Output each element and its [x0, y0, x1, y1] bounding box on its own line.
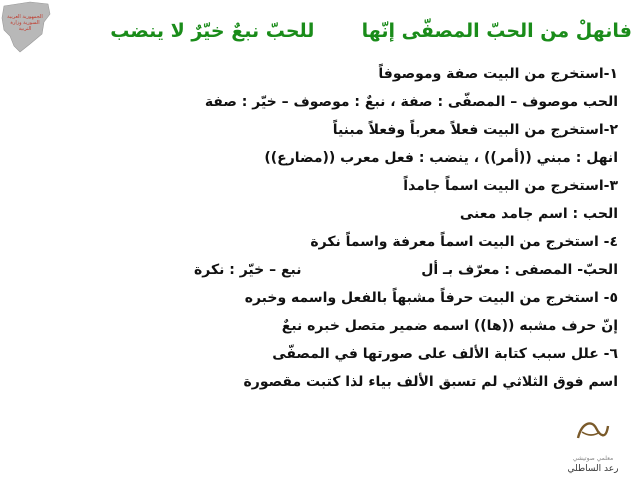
verse-second-half: للحبّ نبعٌ خيّرٌ لا ينضب	[110, 20, 315, 42]
question-line	[38, 172, 618, 200]
signature-mark-icon	[572, 418, 612, 446]
signature-name: رعد الساطلي	[567, 464, 619, 474]
line-text: إنّ حرف مشبه ((ها)) اسمه ضمير متصل خبره نبعٌ	[281, 318, 618, 334]
logo-caption: الجمهورية العربية السورية وزارة التربية	[7, 14, 43, 32]
signature-subtext: معلمي صوتيشي	[572, 455, 614, 462]
verse-first-half: فانهلْ من الحبّ المصفّى إنّها	[361, 20, 632, 42]
line-text-second: نبع – خيّر : نكرة	[193, 262, 302, 278]
line-text: ٦- علل سبب كتابة الألف على صورتها في المصفّى	[272, 346, 618, 362]
answer-line	[38, 88, 618, 116]
line-text: ١-استخرج من البيت صفة وموصوفاً	[378, 66, 618, 82]
answer-line	[38, 312, 618, 340]
question-line	[38, 228, 618, 256]
exercise-lines	[38, 60, 618, 396]
line-text: الحب موصوف – المصفّى : صفة ، نبعٌ : موصوف – خيّر : صفة	[204, 94, 618, 110]
answer-line	[38, 200, 618, 228]
poem-verse-title	[72, 20, 632, 42]
answer-line	[38, 368, 618, 396]
line-text: الحبّ- المصفى : معرّف بـ أل	[421, 262, 618, 278]
question-line	[38, 60, 618, 88]
question-line	[38, 340, 618, 368]
line-text: ٤- استخرج من البيت اسماً معرفة واسماً نكرة	[310, 234, 618, 250]
line-text: ٣-استخرج من البيت اسماً جامداً	[403, 178, 618, 194]
line-text: ٢-استخرج من البيت فعلاً معرباً وفعلاً مبنياً	[332, 122, 618, 138]
author-signature	[554, 418, 632, 474]
line-text: ٥- استخرج من البيت حرفاً مشبهاً بالفعل واسمه وخبره	[244, 290, 618, 306]
line-text: انهل : مبني ((أمر)) ، ينضب : فعل معرب ((مضارع))	[264, 150, 618, 166]
line-text: الحب : اسم جامد معنى	[459, 206, 618, 222]
answer-line	[38, 256, 618, 284]
question-line	[38, 284, 618, 312]
question-line	[38, 116, 618, 144]
answer-line	[38, 144, 618, 172]
line-text: اسم فوق الثلاثي لم تسبق الألف بياء لذا كتبت مقصورة	[243, 374, 618, 390]
